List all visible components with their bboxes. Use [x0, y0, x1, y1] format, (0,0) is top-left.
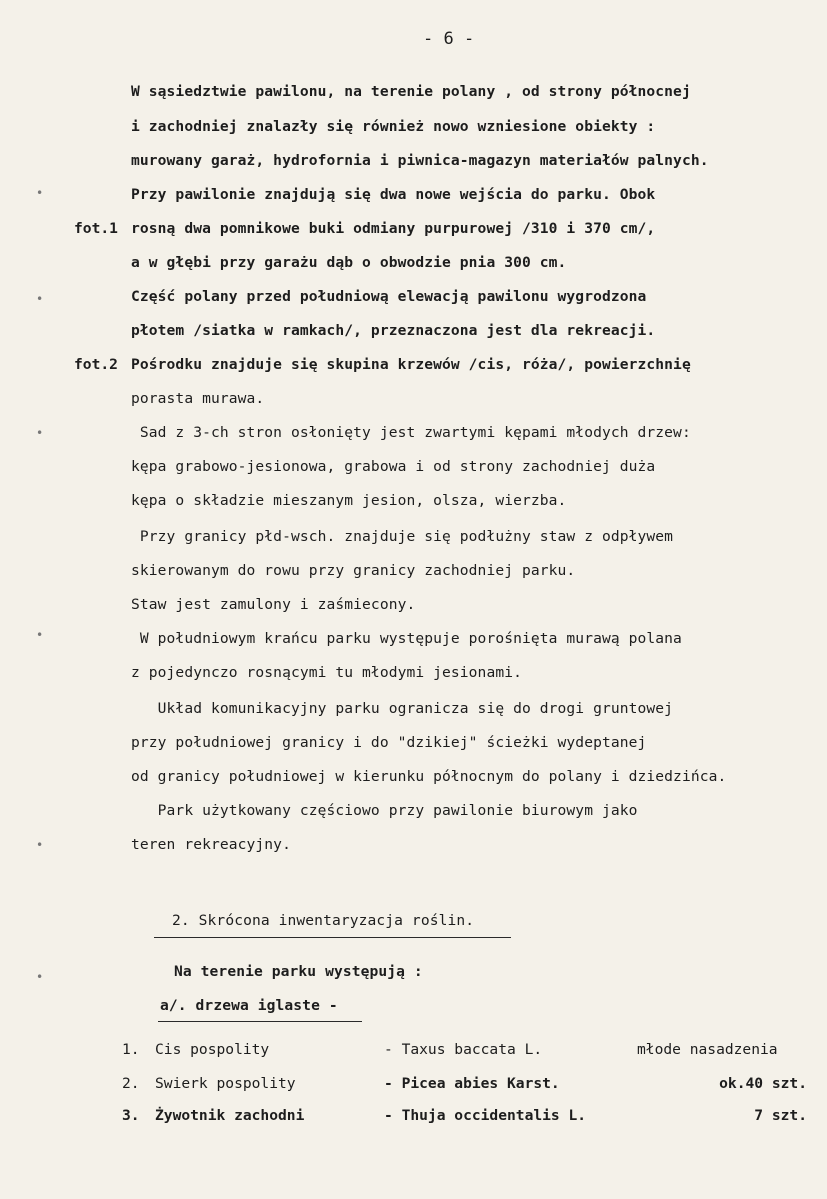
margin-dot: • — [36, 628, 44, 642]
text-line: porasta murawa. — [131, 390, 265, 407]
plant-latin: - Picea abies Karst. — [384, 1075, 560, 1092]
text-line: Część polany przed południową elewacją pawilonu wygrodzona — [131, 288, 647, 305]
text-line: płotem /siatka w ramkach/, przeznaczona jest dla rekreacji. — [131, 322, 656, 339]
text-line: Staw jest zamulony i zaśmiecony. — [131, 596, 416, 613]
plant-name: Swierk pospolity — [155, 1075, 296, 1092]
plant-name: Żywotnik zachodni — [155, 1107, 305, 1124]
subheading: a/. drzewa iglaste - — [160, 997, 338, 1014]
intro-line: Na terenie parku występują : — [174, 963, 423, 980]
margin-dot: • — [36, 186, 44, 200]
section-heading: 2. Skrócona inwentaryzacja roślin. — [172, 912, 475, 929]
text-line: od granicy południowej w kierunku północnym do polany i dziedzińca. — [131, 768, 727, 785]
subheading-underline — [158, 1021, 362, 1022]
plant-latin: - Taxus baccata L. — [384, 1041, 543, 1058]
text-line: a w głębi przy garażu dąb o obwodzie pnia 300 cm. — [131, 254, 567, 271]
margin-dot: • — [36, 292, 44, 306]
margin-dot: • — [36, 426, 44, 440]
text-line: Park użytkowany częściowo przy pawilonie biurowym jako — [131, 802, 638, 819]
plant-note: ok.40 szt. — [719, 1075, 807, 1092]
margin-dot: • — [36, 970, 44, 984]
plant-number: 3. — [122, 1107, 140, 1124]
text-line: przy południowej granicy i do "dzikiej" ścieżki wydeptanej — [131, 734, 647, 751]
text-line: i zachodniej znalazły się również nowo wzniesione obiekty : — [131, 118, 656, 135]
text-line: z pojedynczo rosnącymi tu młodymi jesionami. — [131, 664, 522, 681]
text-line: skierowanym do rowu przy granicy zachodniej parku. — [131, 562, 576, 579]
margin-label-fot2: fot.2 — [74, 356, 118, 373]
heading-rule — [154, 937, 511, 938]
text-line: W sąsiedztwie pawilonu, na terenie polany , od strony północnej — [131, 83, 691, 100]
text-line: murowany garaż, hydrofornia i piwnica-magazyn materiałów palnych. — [131, 152, 709, 169]
text-line: Przy pawilonie znajdują się dwa nowe wejścia do parku. Obok — [131, 186, 656, 203]
plant-latin: - Thuja occidentalis L. — [384, 1107, 587, 1124]
text-line: rosną dwa pomnikowe buki odmiany purpurowej /310 i 370 cm/, — [131, 220, 656, 237]
plant-note: młode nasadzenia — [637, 1041, 778, 1058]
text-line: Układ komunikacyjny parku ogranicza się do drogi gruntowej — [131, 700, 674, 717]
text-line: kępa o składzie mieszanym jesion, olsza, wierzba. — [131, 492, 567, 509]
page-number: - 6 - — [423, 29, 475, 49]
margin-dot: • — [36, 838, 44, 852]
text-line: teren rekreacyjny. — [131, 836, 291, 853]
text-line: W południowym krańcu parku występuje porośnięta murawą polana — [131, 630, 682, 647]
text-line: Przy granicy płd-wsch. znajduje się podłużny staw z odpływem — [131, 528, 674, 545]
margin-label-fot1: fot.1 — [74, 220, 118, 237]
plant-name: Cis pospolity — [155, 1041, 270, 1058]
plant-note: 7 szt. — [754, 1107, 807, 1124]
text-line: kępa grabowo-jesionowa, grabowa i od strony zachodniej duża — [131, 458, 656, 475]
text-line: Pośrodku znajduje się skupina krzewów /cis, róża/, powierzchnię — [131, 356, 691, 373]
plant-number: 2. — [122, 1075, 140, 1092]
text-line: Sad z 3-ch stron osłonięty jest zwartymi kępami młodych drzew: — [131, 424, 691, 441]
plant-number: 1. — [122, 1041, 140, 1058]
